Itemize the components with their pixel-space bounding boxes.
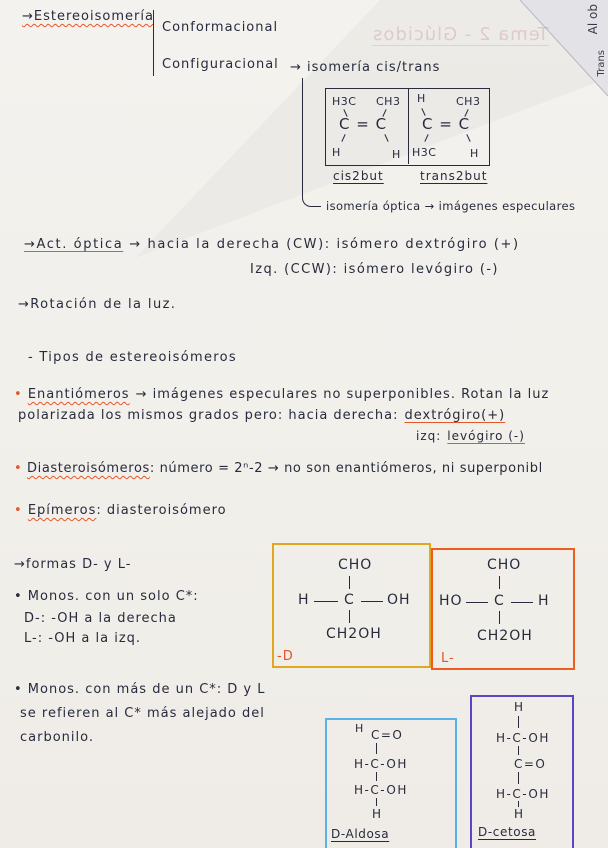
epimeros-term: Epímeros	[27, 503, 97, 518]
isomeria-optica-label: isomería óptica → imágenes especulares	[326, 199, 576, 213]
cetosa-row-2: H-C-OH	[496, 787, 550, 801]
aldosa-row-1: H-C-OH	[354, 757, 408, 771]
trans-top-left: H	[417, 92, 426, 105]
cis-trans-divider	[408, 89, 409, 164]
bullet: •	[14, 387, 23, 402]
trans-bottom-right: H	[470, 147, 479, 160]
actividad-optica-izquierda: Izq. (CCW): isómero levógiro (-)	[250, 262, 499, 277]
bond-line	[424, 134, 428, 142]
l-box-label: L-	[441, 651, 455, 666]
cis-bottom-left: H	[332, 146, 341, 159]
monos-un-c-line: • Monos. con un solo C*:	[14, 589, 199, 604]
cetosa-row-1: H-C-OH	[496, 731, 550, 745]
d-box-top: CHO	[338, 557, 373, 573]
l-box-bottom: CH2OH	[477, 628, 533, 644]
d-cetosa-box	[470, 695, 574, 848]
cis-bottom-right: H	[392, 148, 401, 161]
bullet: •	[14, 503, 23, 518]
folded-corner-text-top: Al ob	[586, 4, 600, 35]
l-box-left: HO	[439, 593, 463, 609]
cis-caption: cis2but	[333, 169, 384, 183]
conformacional-label: Conformacional	[162, 20, 279, 35]
bond-line	[376, 772, 377, 781]
epimeros-line	[14, 503, 227, 519]
aldosa-carbonyl: C=O	[371, 728, 404, 742]
bond-line	[361, 601, 383, 602]
dextrogiro-term: dextrógiro(+)	[404, 408, 506, 423]
epimeros-text: : diasteroisómero	[96, 503, 227, 518]
rotacion-luz: →Rotación de la luz.	[18, 297, 177, 312]
izq-label: izq:	[416, 429, 442, 443]
bond-line	[349, 576, 350, 589]
l-form-box	[431, 548, 575, 670]
d-rule: D-: -OH a la derecha	[24, 611, 177, 626]
levogiro-term: levógiro (-)	[447, 429, 525, 443]
bond-line	[511, 602, 533, 603]
enantiomeros-line-3	[416, 428, 525, 444]
trans-caption: trans2but	[420, 169, 488, 183]
estereoisomeria-heading: →Estereoisomería	[22, 9, 154, 24]
bond-line	[499, 611, 500, 624]
cis-trans-label: → isomería cis/trans	[290, 60, 441, 75]
bond-line	[376, 798, 377, 806]
cis-trans-box	[325, 88, 490, 166]
actividad-optica-derecha: → hacia la derecha (CW): isómero dextrógiro (+)	[129, 237, 520, 252]
bracket-line	[153, 10, 154, 76]
d-aldosa-box	[325, 718, 457, 848]
bond-line	[466, 602, 488, 603]
diastereoisomeros-text: : número = 2ⁿ-2 → no son enantiómeros, ni superponibl	[149, 461, 543, 476]
bond-line	[518, 716, 519, 728]
diastereoisomeros-term: Diasteroisómeros	[27, 461, 150, 476]
cetosa-carbonyl: C=O	[514, 757, 547, 771]
monos-mas-c-line-3: carbonilo.	[20, 730, 94, 745]
tipos-heading: - Tipos de estereoisómeros	[28, 350, 237, 365]
bond-line	[349, 610, 350, 623]
cetosa-label: D-cetosa	[478, 825, 537, 839]
formas-heading: →formas D- y L-	[14, 557, 132, 572]
bond-line	[466, 134, 470, 142]
trans-top-right: CH3	[456, 95, 481, 108]
monos-mas-c-line-1: • Monos. con más de un C*: D y L	[14, 682, 266, 697]
bond-line	[499, 576, 500, 589]
enantiomeros-text-1: → imágenes especulares no superponibles. Rotan la luz	[135, 387, 550, 402]
l-box-top: CHO	[487, 557, 522, 573]
trans-bottom-left: H3C	[412, 146, 437, 159]
d-box-right: OH	[387, 592, 411, 608]
l-box-right: H	[538, 593, 550, 609]
l-box-center: C	[494, 593, 505, 609]
aldosa-label: D-Aldosa	[331, 827, 390, 841]
bond-line	[341, 134, 345, 142]
cis-double-bond: C = C	[339, 115, 388, 133]
l-rule: L-: -OH a la izq.	[24, 631, 142, 646]
d-form-box	[272, 543, 431, 668]
aldosa-h-top: H	[355, 722, 364, 735]
enantiomeros-term: Enantiómeros	[27, 387, 130, 402]
cis-top-left: H3C	[332, 95, 357, 108]
bond-line	[518, 772, 519, 784]
trans-double-bond: C = C	[422, 115, 471, 133]
d-box-left: H	[298, 592, 310, 608]
d-box-bottom: CH2OH	[326, 626, 382, 642]
configuracional-label: Configuracional	[162, 57, 279, 72]
d-box-label: -D	[277, 649, 294, 664]
d-box-center: C	[344, 592, 355, 608]
monos-mas-c-line-2: se refieren al C* más alejado del	[20, 706, 265, 721]
folded-corner-text-side: Trans	[596, 50, 607, 77]
cetosa-h-top: H	[514, 700, 525, 714]
enantiomeros-line-2	[18, 408, 505, 424]
bullet: •	[14, 461, 23, 476]
aldosa-row-2: H-C-OH	[354, 783, 408, 797]
actividad-optica-term: →Act. óptica	[24, 237, 124, 252]
aldosa-h-bottom: H	[372, 807, 383, 821]
enantiomeros-line-1	[14, 387, 549, 403]
diastereoisomeros-line	[14, 461, 543, 477]
bond-line	[376, 743, 377, 754]
cis-top-right: CH3	[376, 95, 401, 108]
branch-connector	[302, 78, 321, 207]
bond-line	[384, 134, 388, 142]
bleed-through-title: Tema 2 - Glúcidos	[372, 24, 549, 45]
enantiomeros-text-2: polarizada los mismos grados pero: hacia derecha:	[18, 408, 399, 423]
cetosa-h-bottom: H	[514, 807, 525, 821]
actividad-optica-line	[24, 237, 520, 253]
bond-line	[314, 601, 338, 602]
bond-line	[518, 746, 519, 755]
